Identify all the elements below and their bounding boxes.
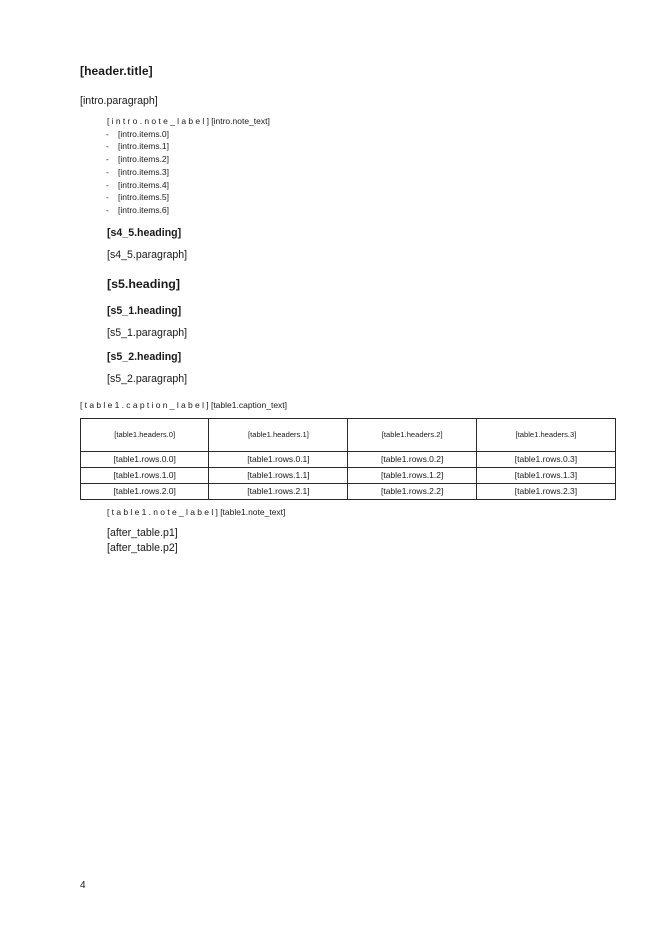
section-5-2-paragraph: [s5_2.paragraph] xyxy=(107,372,188,385)
list-item: - [intro.items.4] xyxy=(106,179,616,192)
table-cell: [table1.rows.1.0] xyxy=(81,467,209,483)
list-item: - [intro.items.5] xyxy=(106,191,616,204)
list-item: - [intro.items.3] xyxy=(106,166,616,179)
table-header-cell: [table1.headers.3] xyxy=(476,418,615,451)
table-cell: [table1.rows.0.2] xyxy=(348,451,476,467)
list-item: - [intro.items.0] xyxy=(106,128,616,141)
intro-note xyxy=(80,115,616,128)
aging-temperatures-paragraph: [after_table.p2] xyxy=(107,542,178,555)
table-row xyxy=(81,467,616,483)
page-content xyxy=(80,94,616,556)
section-4-5-paragraph: [s4_5.paragraph] xyxy=(107,248,188,261)
table-note xyxy=(80,506,616,519)
table-row xyxy=(81,483,616,499)
table-cell: [table1.rows.2.3] xyxy=(476,483,615,499)
table-cell: [table1.rows.2.0] xyxy=(81,483,209,499)
list-item: - [intro.items.6] xyxy=(106,204,616,217)
table-cell: [table1.rows.2.1] xyxy=(209,483,348,499)
table-cell: [table1.rows.0.0] xyxy=(81,451,209,467)
section-5-1-heading: [s5_1.heading] xyxy=(107,304,182,317)
section-5-2-heading: [s5_2.heading] xyxy=(107,350,182,363)
list-item: - [intro.items.1] xyxy=(106,140,616,153)
table-header-row xyxy=(81,418,616,451)
table-2-paragraph: [after_table.p1] xyxy=(107,527,178,540)
section-5-heading: [s5.heading] xyxy=(107,276,180,291)
table-cell: [table1.rows.2.2] xyxy=(348,483,476,499)
section-5-1-paragraph: [s5_1.paragraph] xyxy=(107,326,188,339)
table-caption-text: [table1.caption_text] xyxy=(210,399,288,410)
table-caption-label: [table1.caption_label] xyxy=(80,399,211,410)
note-text: [intro.note_text] xyxy=(211,116,270,126)
table-cell: [table1.rows.1.1] xyxy=(209,467,348,483)
table-row xyxy=(81,451,616,467)
table-cell: [table1.rows.1.3] xyxy=(476,467,615,483)
table-cell: [table1.rows.1.2] xyxy=(348,467,476,483)
document-header: [header.title] xyxy=(80,64,153,78)
thermal-class-table xyxy=(80,418,616,500)
table-cell: [table1.rows.0.3] xyxy=(476,451,615,467)
table-cell: [table1.rows.0.1] xyxy=(209,451,348,467)
note-text: [table1.note_text] xyxy=(220,506,286,517)
section-4-5-heading: [s4_5.heading] xyxy=(107,226,182,239)
list-item: - [intro.items.2] xyxy=(106,153,616,166)
page-number: 4 xyxy=(80,880,86,891)
note-label: [table1.note_label] xyxy=(107,506,221,517)
table-caption xyxy=(80,398,616,413)
test-list xyxy=(80,128,616,217)
table-header-cell: [table1.headers.2] xyxy=(348,418,476,451)
table-header-cell: [table1.headers.0] xyxy=(81,418,209,451)
intro-paragraph: [intro.paragraph] xyxy=(80,95,158,107)
table-header-cell: [table1.headers.1] xyxy=(209,418,348,451)
note-label: [intro.note_label] xyxy=(107,116,212,126)
